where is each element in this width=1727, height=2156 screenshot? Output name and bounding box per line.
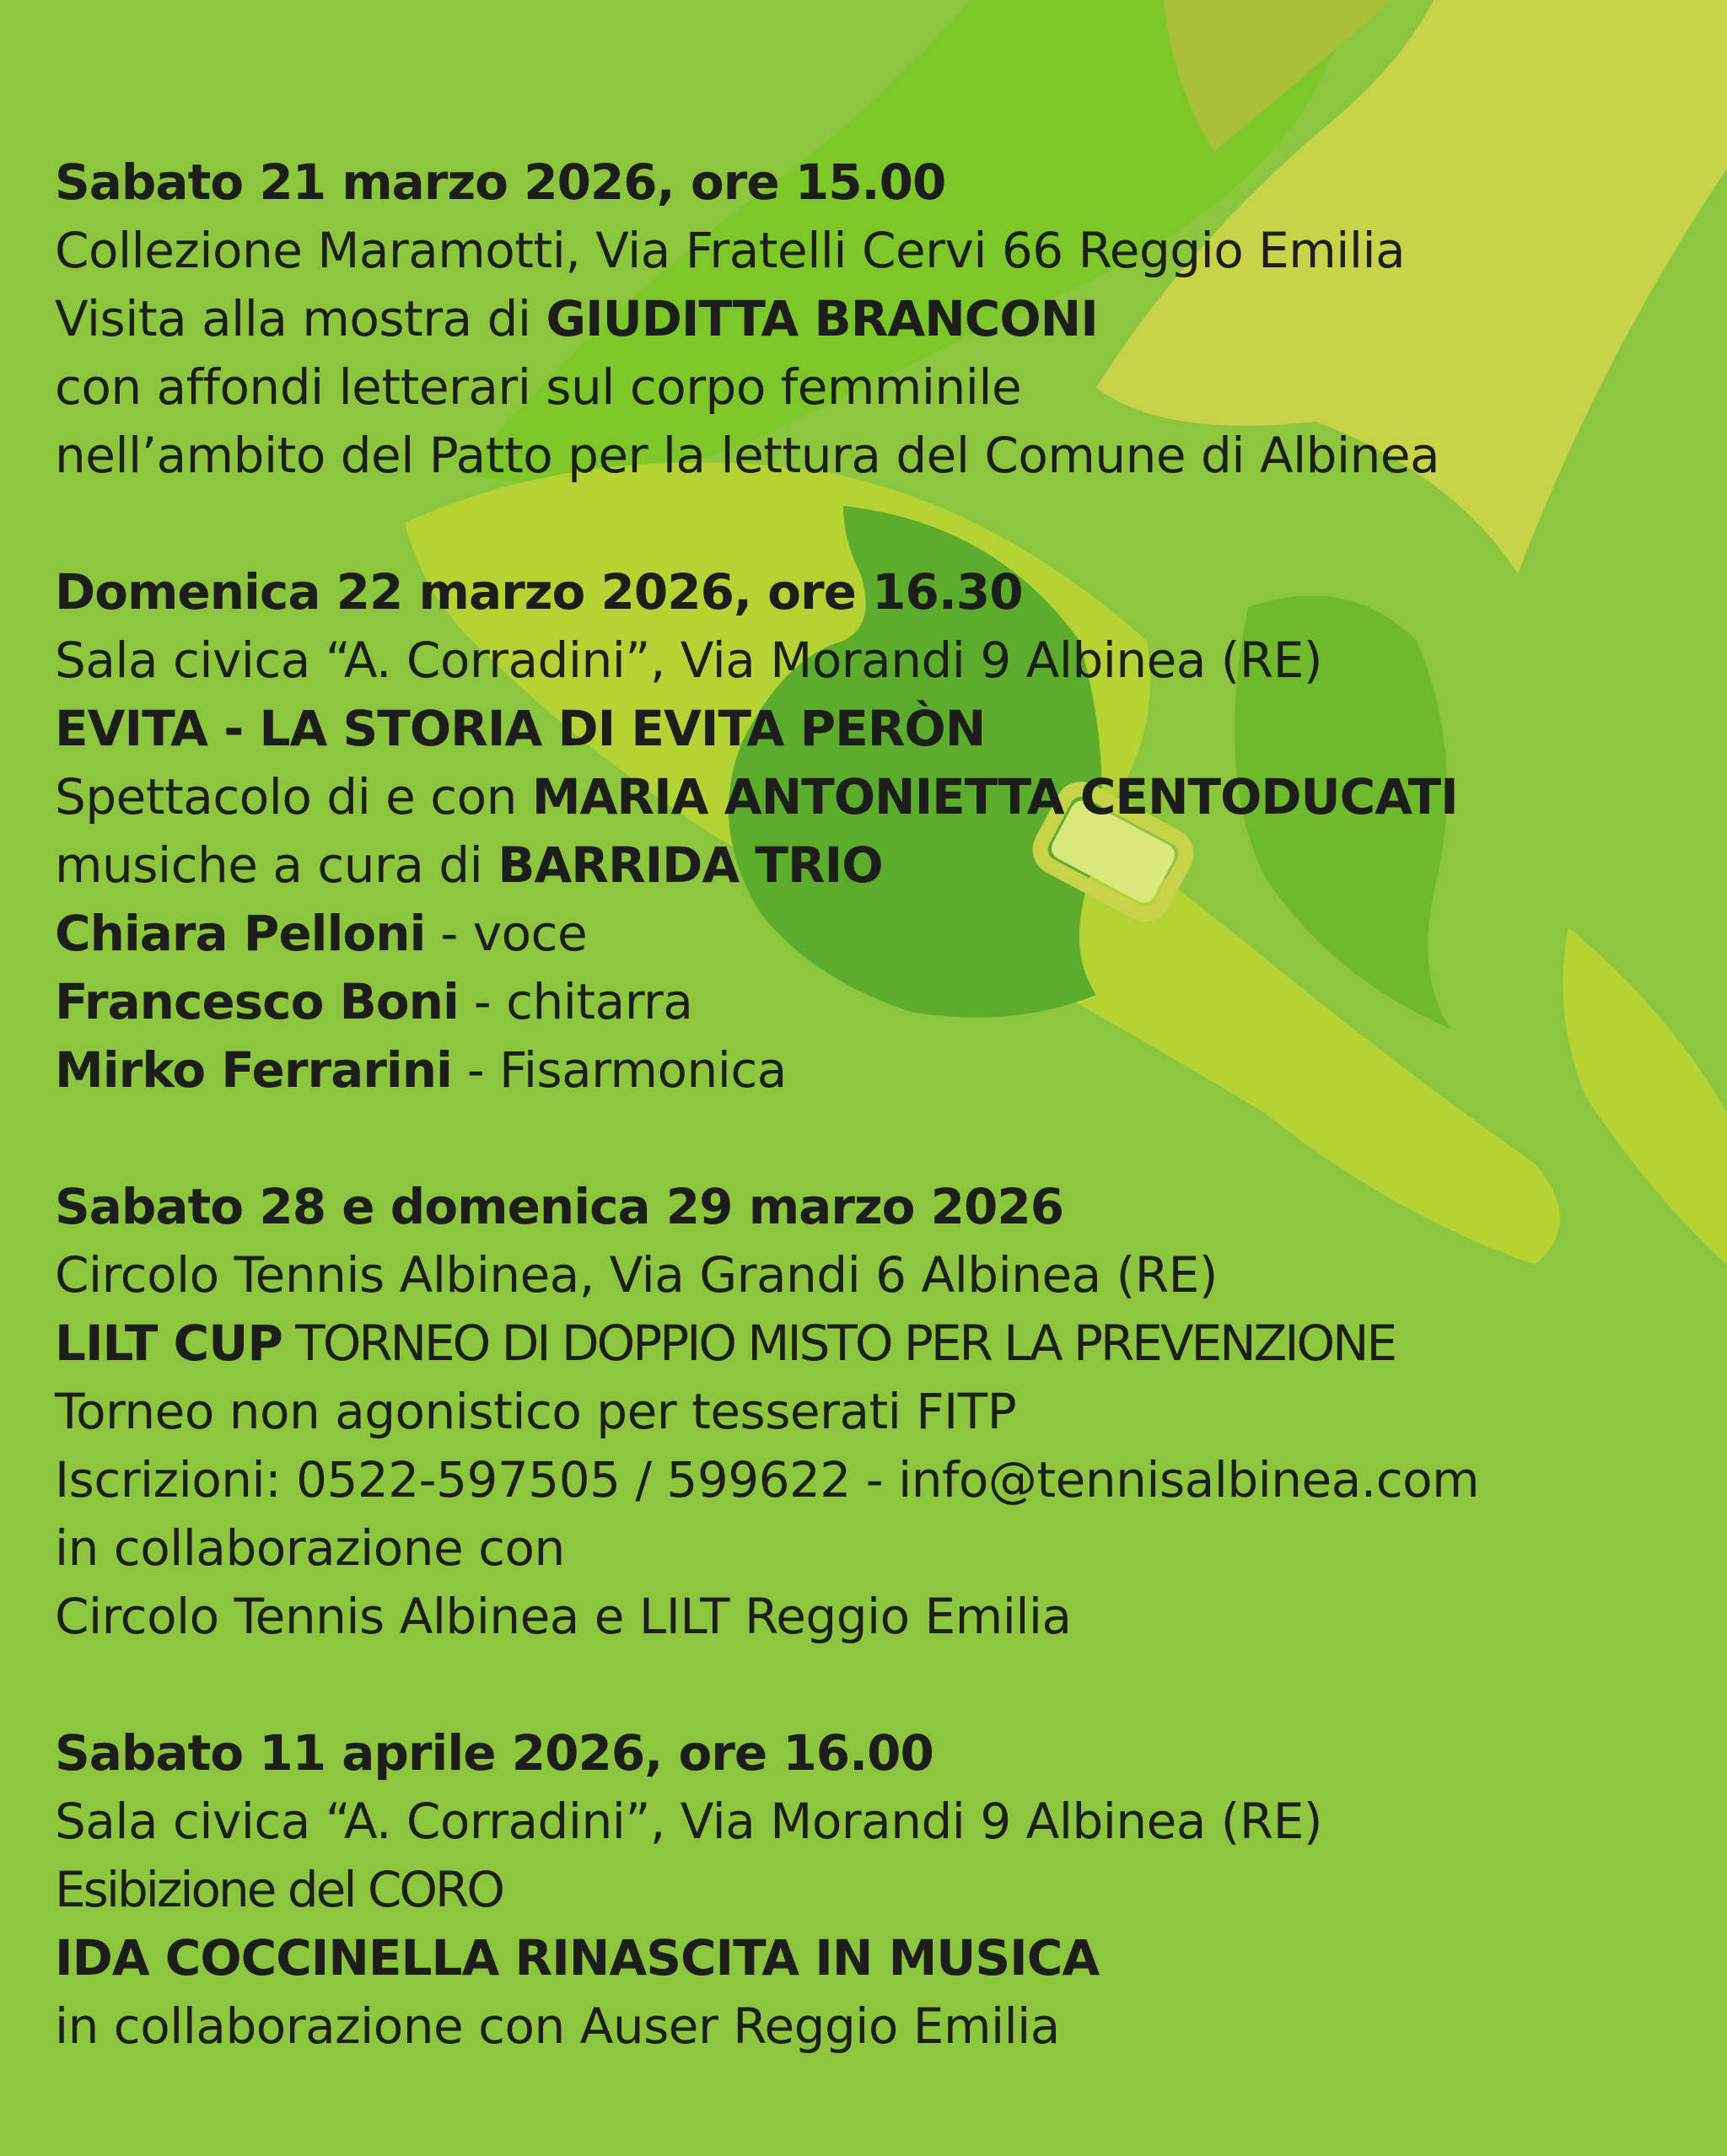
musician-item bbox=[55, 1036, 1708, 1105]
event-3-collab-label: in collaborazione con bbox=[55, 1519, 565, 1577]
musician-name: Francesco Boni bbox=[55, 973, 459, 1030]
event-1-venue: Collezione Maramotti, Via Fratelli Cervi 66 Reggio Emilia bbox=[55, 222, 1406, 279]
event-3-partners: Circolo Tennis Albinea e LILT Reggio Emilia bbox=[55, 1588, 1072, 1645]
event-3-venue: Circolo Tennis Albinea, Via Grandi 6 Albinea (RE) bbox=[55, 1246, 1218, 1304]
event-2-venue: Sala civica “A. Corradini”, Via Morandi 9 Albinea (RE) bbox=[55, 632, 1323, 689]
musician-role: - voce bbox=[425, 905, 588, 962]
event-4-choir-name: IDA COCCINELLA RINASCITA IN MUSICA bbox=[55, 1929, 1100, 1987]
musician-item bbox=[55, 968, 1708, 1036]
event-4 bbox=[55, 1719, 1708, 2061]
event-4-description: Esibizione del CORO bbox=[55, 1861, 503, 1918]
event-3 bbox=[55, 1173, 1708, 1651]
event-1-description-text: Visita alla mostra di bbox=[55, 290, 546, 347]
event-2-music-line bbox=[55, 831, 1708, 900]
event-1-context: nell’ambito del Patto per la lettura del Comune di Albinea bbox=[55, 427, 1440, 484]
event-4-date: Sabato 11 aprile 2026, ore 16.00 bbox=[55, 1724, 933, 1782]
event-3-date: Sabato 28 e domenica 29 marzo 2026 bbox=[55, 1178, 1064, 1235]
event-2-performer-label: Spettacolo di e con bbox=[55, 768, 532, 825]
event-1 bbox=[55, 148, 1708, 490]
musician-role: - Fisarmonica bbox=[451, 1041, 787, 1099]
event-1-description bbox=[55, 285, 1708, 353]
event-3-eligibility: Torneo non agonistico per tesserati FITP bbox=[55, 1383, 1017, 1440]
musician-name: Chiara Pelloni bbox=[55, 905, 426, 962]
event-3-contacts: Iscrizioni: 0522-597505 / 599622 - info@tennisalbinea.com bbox=[55, 1451, 1480, 1508]
event-1-artist: GIUDITTA BRANCONI bbox=[546, 290, 1098, 347]
musician-name: Mirko Ferrarini bbox=[55, 1041, 452, 1099]
musician-item bbox=[55, 900, 1708, 968]
event-2-band: BARRIDA TRIO bbox=[498, 836, 883, 894]
event-2-performer-line bbox=[55, 763, 1708, 831]
event-2 bbox=[55, 558, 1708, 1105]
event-1-detail: con affondi letterari sul corpo femminile bbox=[55, 358, 1022, 416]
event-3-cup-name: LILT CUP bbox=[55, 1315, 282, 1372]
event-4-partners: in collaborazione con Auser Reggio Emilia bbox=[55, 1997, 1060, 2055]
event-2-show-title: EVITA - LA STORIA DI EVITA PERÒN bbox=[55, 700, 986, 757]
musician-role: - chitarra bbox=[458, 973, 693, 1030]
event-4-venue: Sala civica “A. Corradini”, Via Morandi 9 Albinea (RE) bbox=[55, 1793, 1323, 1850]
event-list bbox=[55, 148, 1708, 2129]
event-3-headline bbox=[55, 1309, 1708, 1378]
event-1-date: Sabato 21 marzo 2026, ore 15.00 bbox=[55, 153, 946, 211]
event-2-performer: MARIA ANTONIETTA CENTODUCATI bbox=[531, 768, 1458, 825]
event-2-music-label: musiche a cura di bbox=[55, 836, 498, 894]
event-2-date: Domenica 22 marzo 2026, ore 16.30 bbox=[55, 563, 1023, 621]
event-3-tournament: TORNEO DI DOPPIO MISTO PER LA PREVENZIONE bbox=[282, 1315, 1396, 1372]
